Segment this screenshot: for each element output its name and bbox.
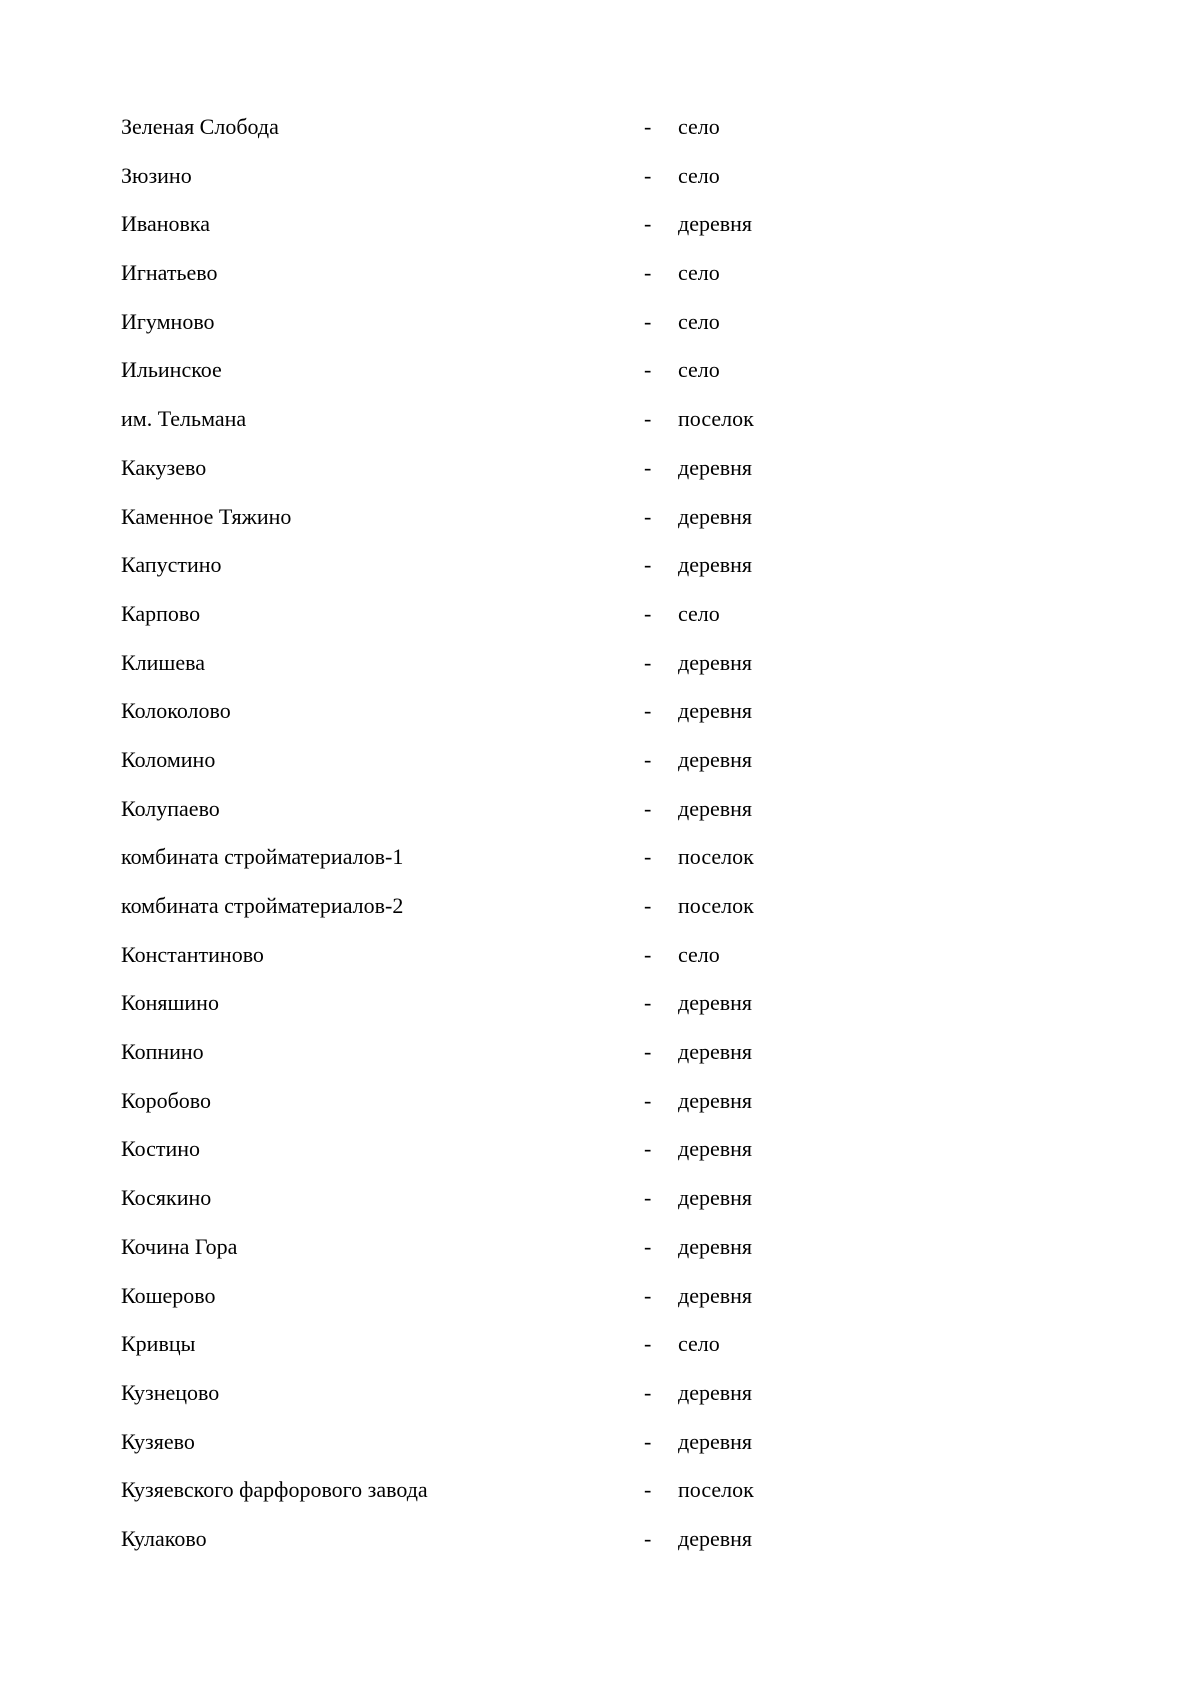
separator-dash: - — [644, 746, 652, 772]
settlement-type: село — [678, 260, 720, 286]
separator-dash: - — [644, 1477, 652, 1503]
settlement-type: деревня — [678, 1525, 753, 1551]
list-item — [121, 838, 921, 887]
settlement-name: Кузнецово — [121, 1379, 220, 1405]
list-item — [121, 1520, 921, 1569]
list-item — [121, 692, 921, 741]
settlement-name: Кулаково — [121, 1525, 207, 1551]
list-item — [121, 205, 921, 254]
settlement-list — [121, 108, 921, 1569]
settlement-name: Игнатьево — [121, 260, 218, 286]
settlement-type: деревня — [678, 990, 753, 1016]
list-item — [121, 887, 921, 936]
settlement-name: Кузяево — [121, 1428, 195, 1454]
list-item — [121, 254, 921, 303]
list-item — [121, 1033, 921, 1082]
separator-dash: - — [644, 1185, 652, 1211]
separator-dash: - — [644, 211, 652, 237]
settlement-type: поселок — [678, 1477, 754, 1503]
separator-dash: - — [644, 990, 652, 1016]
separator-dash: - — [644, 844, 652, 870]
settlement-name: Копнино — [121, 1039, 204, 1065]
separator-dash: - — [644, 1039, 652, 1065]
separator-dash: - — [644, 600, 652, 626]
settlement-name: Кочина Гора — [121, 1233, 238, 1259]
list-item — [121, 1471, 921, 1520]
list-item — [121, 108, 921, 157]
list-item — [121, 546, 921, 595]
settlement-name: Коробово — [121, 1087, 212, 1113]
settlement-name: Кривцы — [121, 1331, 196, 1357]
list-item — [121, 157, 921, 206]
settlement-name: Зеленая Слобода — [121, 114, 279, 139]
settlement-name: Каменное Тяжино — [121, 503, 292, 529]
separator-dash: - — [644, 698, 652, 724]
settlement-name: Капустино — [121, 552, 222, 578]
settlement-name: Какузево — [121, 454, 207, 480]
settlement-type: деревня — [678, 746, 753, 772]
list-item — [121, 1277, 921, 1326]
list-item — [121, 936, 921, 985]
settlement-type: деревня — [678, 1087, 753, 1113]
settlement-type: деревня — [678, 1379, 753, 1405]
settlement-name: комбината стройматериалов-2 — [121, 893, 404, 918]
separator-dash: - — [644, 941, 652, 967]
settlement-name: Колоколово — [121, 698, 231, 724]
settlement-type: деревня — [678, 1428, 753, 1454]
settlement-name: Игумново — [121, 308, 215, 334]
list-item — [121, 1423, 921, 1472]
separator-dash: - — [644, 503, 652, 529]
settlement-type: поселок — [678, 406, 754, 432]
settlement-type: село — [678, 941, 720, 967]
list-item — [121, 303, 921, 352]
settlement-type: село — [678, 308, 720, 334]
separator-dash: - — [644, 1282, 652, 1308]
settlement-name: Зюзино — [121, 162, 192, 188]
list-item — [121, 1082, 921, 1131]
settlement-type: деревня — [678, 503, 753, 529]
list-item — [121, 790, 921, 839]
settlement-name: Кузяевского фарфорового завода — [121, 1477, 428, 1503]
separator-dash: - — [644, 893, 652, 918]
separator-dash: - — [644, 1331, 652, 1357]
settlement-type: поселок — [678, 893, 754, 918]
separator-dash: - — [644, 1525, 652, 1551]
separator-dash: - — [644, 649, 652, 675]
settlement-name: Косякино — [121, 1185, 212, 1211]
settlement-name: Клишева — [121, 649, 205, 675]
separator-dash: - — [644, 552, 652, 578]
settlement-name: Ильинское — [121, 357, 222, 383]
settlement-name: им. Тельмана — [121, 406, 247, 432]
settlement-type: село — [678, 162, 720, 188]
list-item — [121, 449, 921, 498]
list-item — [121, 1374, 921, 1423]
list-item — [121, 1179, 921, 1228]
separator-dash: - — [644, 1379, 652, 1405]
settlement-type: деревня — [678, 454, 753, 480]
settlement-type: деревня — [678, 211, 753, 237]
separator-dash: - — [644, 1233, 652, 1259]
separator-dash: - — [644, 406, 652, 432]
settlement-name: Кошерово — [121, 1282, 216, 1308]
separator-dash: - — [644, 308, 652, 334]
list-item — [121, 498, 921, 547]
settlement-name: Карпово — [121, 600, 201, 626]
separator-dash: - — [644, 162, 652, 188]
separator-dash: - — [644, 260, 652, 286]
separator-dash: - — [644, 1087, 652, 1113]
settlement-name: Ивановка — [121, 211, 211, 237]
separator-dash: - — [644, 114, 652, 139]
separator-dash: - — [644, 454, 652, 480]
settlement-type: село — [678, 357, 720, 383]
settlement-type: деревня — [678, 649, 753, 675]
settlement-name: Коломино — [121, 746, 216, 772]
settlement-name: Коняшино — [121, 990, 219, 1016]
separator-dash: - — [644, 1428, 652, 1454]
separator-dash: - — [644, 357, 652, 383]
list-item — [121, 741, 921, 790]
list-item — [121, 644, 921, 693]
list-item — [121, 984, 921, 1033]
settlement-type: село — [678, 600, 720, 626]
settlement-type: деревня — [678, 1282, 753, 1308]
settlement-name: Константиново — [121, 941, 264, 967]
settlement-type: деревня — [678, 1136, 753, 1162]
separator-dash: - — [644, 795, 652, 821]
list-item — [121, 400, 921, 449]
settlement-type: деревня — [678, 698, 753, 724]
settlement-type: деревня — [678, 552, 753, 578]
settlement-type: поселок — [678, 844, 754, 870]
list-item — [121, 1130, 921, 1179]
settlement-type: село — [678, 114, 720, 139]
settlement-type: деревня — [678, 1185, 753, 1211]
list-item — [121, 595, 921, 644]
settlement-type: деревня — [678, 1039, 753, 1065]
list-item — [121, 1325, 921, 1374]
list-item — [121, 1228, 921, 1277]
settlement-type: деревня — [678, 1233, 753, 1259]
settlement-type: деревня — [678, 795, 753, 821]
settlement-name: комбината стройматериалов-1 — [121, 844, 404, 870]
settlement-name: Колупаево — [121, 795, 220, 821]
list-item — [121, 351, 921, 400]
settlement-name: Костино — [121, 1136, 201, 1162]
settlement-type: село — [678, 1331, 720, 1357]
separator-dash: - — [644, 1136, 652, 1162]
